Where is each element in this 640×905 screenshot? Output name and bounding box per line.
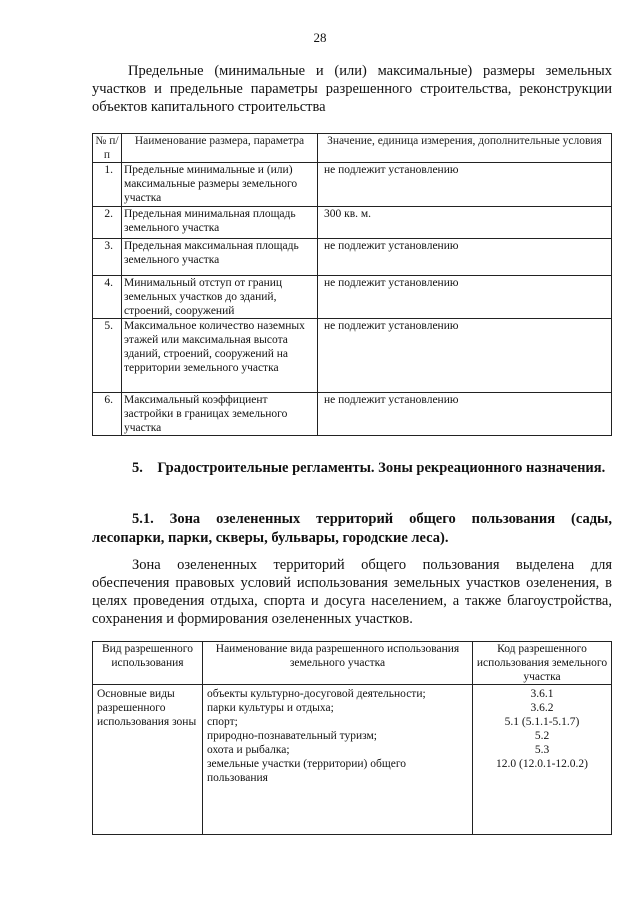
col-header-num: № п/п	[93, 134, 122, 163]
row-name: Предельная минимальная площадь земельного участка	[122, 207, 318, 239]
uses-list	[203, 685, 473, 835]
row-value: не подлежит установлению	[318, 163, 612, 207]
col-header-name: Наименование размера, параметра	[122, 134, 318, 163]
col-header-use-name: Наименование вида разрешенного использования земельного участка	[203, 642, 473, 685]
table-row	[93, 207, 612, 239]
list-item: объекты культурно-досуговой деятельности;	[207, 688, 426, 700]
row-label: Основные виды разрешенного использования зоны	[93, 685, 203, 835]
col-header-use-code: Код разрешенного использования земельного участка	[473, 642, 612, 685]
row-num: 2.	[93, 207, 122, 239]
row-num: 1.	[93, 163, 122, 207]
page-number: 28	[313, 30, 327, 45]
row-num: 3.	[93, 239, 122, 276]
row-value: не подлежит установлению	[318, 319, 612, 393]
col-header-value: Значение, единица измерения, дополнительные условия	[318, 134, 612, 163]
col-header-use-kind: Вид разрешенного использования	[93, 642, 203, 685]
table-row	[93, 239, 612, 276]
code-item: 3.6.1	[530, 688, 554, 700]
codes-list	[473, 685, 612, 835]
row-name: Максимальное количество наземных этажей или максимальная высота зданий, строений, сооружений на территории земельного участка	[122, 319, 318, 393]
list-item: спорт;	[207, 716, 238, 728]
intro-text: Предельные (минимальные и (или) максимальные) размеры земельных участков и предельные параметры разрешенного строительства, реконструкции объектов капитального строительства	[92, 63, 612, 115]
uses-table	[92, 641, 612, 835]
row-num: 6.	[93, 393, 122, 436]
section-5-heading: 5. Градостроительные регламенты. Зоны рекреационного назначения.	[132, 460, 606, 476]
row-value: не подлежит установлению	[318, 239, 612, 276]
row-num: 5.	[93, 319, 122, 393]
table-row	[93, 393, 612, 436]
list-item: охота и рыбалка;	[207, 744, 290, 756]
table-row	[93, 276, 612, 319]
row-name: Предельные минимальные и (или) максимальные размеры земельного участка	[122, 163, 318, 207]
row-value: не подлежит установлению	[318, 393, 612, 436]
uses-table-header	[93, 642, 612, 685]
list-item: парки культуры и отдыха;	[207, 702, 334, 714]
code-item: 3.6.2	[530, 702, 554, 714]
row-name: Минимальный отступ от границ земельных участков до зданий, строений, сооружений	[122, 276, 318, 319]
params-table	[92, 133, 612, 436]
code-item: 5.3	[534, 744, 550, 756]
list-item: земельные участки (территории) общего пользования	[207, 758, 406, 784]
row-value: 300 кв. м.	[318, 207, 612, 239]
table-row	[93, 163, 612, 207]
table-row	[93, 685, 612, 835]
row-name: Максимальный коэффициент застройки в границах земельного участка	[122, 393, 318, 436]
params-table-header	[93, 134, 612, 163]
code-item: 5.2	[534, 730, 550, 742]
code-item: 5.1 (5.1.1-5.1.7)	[504, 716, 580, 728]
row-num: 4.	[93, 276, 122, 319]
list-item: природно-познавательный туризм;	[207, 730, 378, 742]
table-row	[93, 319, 612, 393]
row-name: Предельная максимальная площадь земельного участка	[122, 239, 318, 276]
row-value: не подлежит установлению	[318, 276, 612, 319]
zone-paragraph: Зона озелененных территорий общего пользования выделена для обеспечения правовых условий использования земельных участков озеленения, в целях проведения отдыха, спорта и досуга населением, а также благоустройства, сохранения и формирования озелененных участков.	[92, 557, 612, 627]
section-5-1-heading: 5.1. Зона озелененных территорий общего пользования (сады, лесопарки, парки, скверы, бульвары, городские леса).	[92, 511, 612, 546]
code-item: 12.0 (12.0.1-12.0.2)	[496, 758, 588, 770]
